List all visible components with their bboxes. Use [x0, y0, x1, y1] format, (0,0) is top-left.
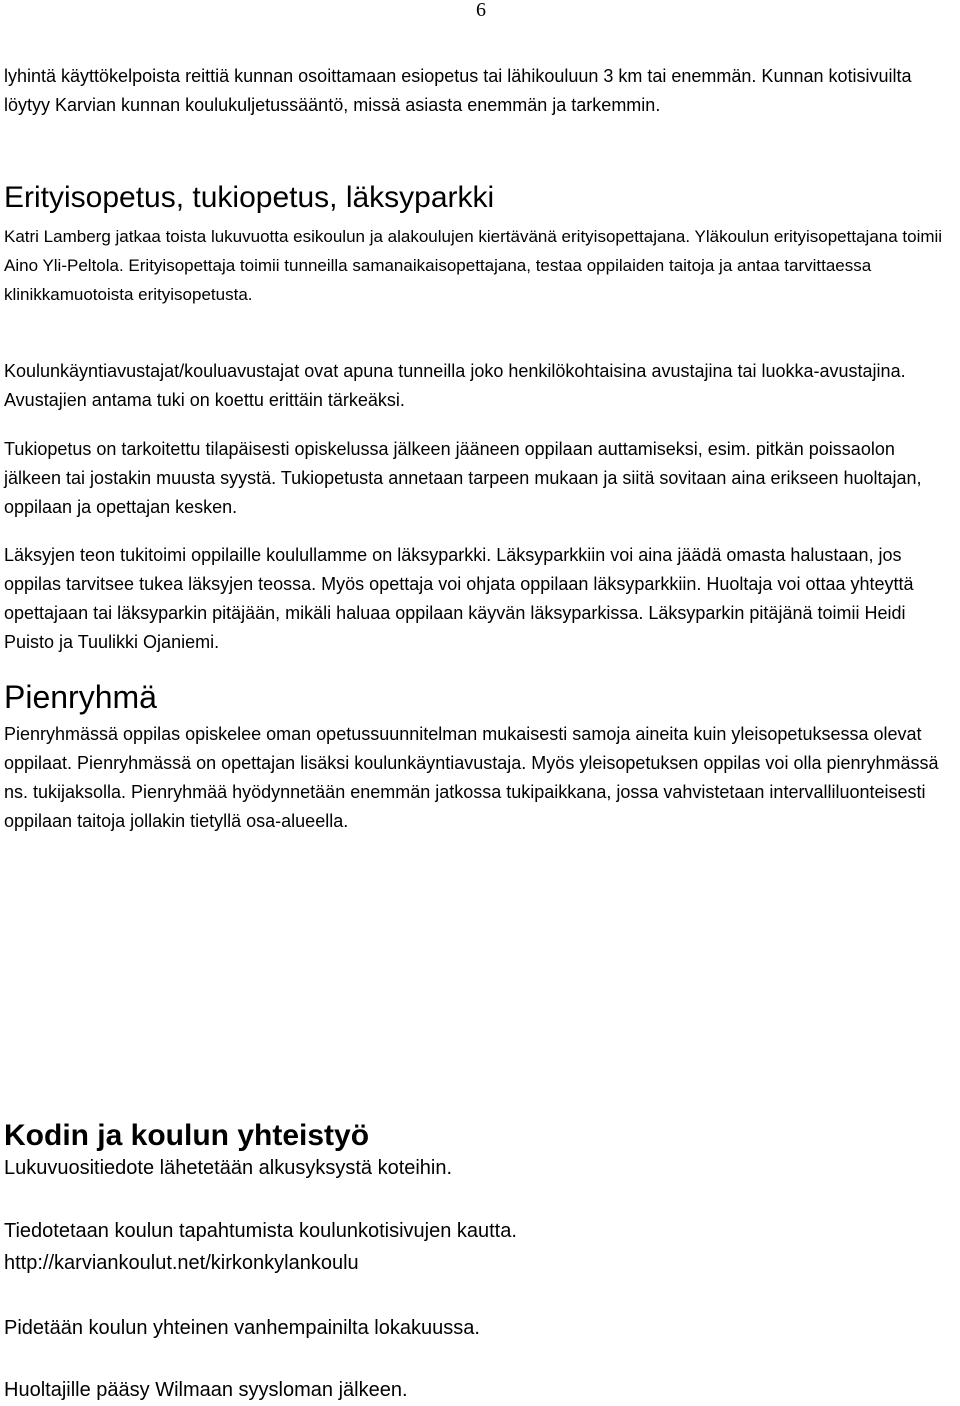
section-heading-erityisopetus: Erityisopetus, tukiopetus, läksyparkki	[4, 181, 495, 214]
section-heading-pienryhma: Pienryhmä	[4, 679, 157, 715]
kodin-paragraph-2: Tiedotetaan koulun tapahtumista koulunkotisivujen kautta.	[4, 1220, 517, 1242]
erityisopetus-paragraph-1: Katri Lamberg jatkaa toista lukuvuotta esikoulun ja alakoulujen kiertävänä erityisopettajana. Yläkoulun erityisopettajana toimii Aino Yli-Peltola. Erityisopettaja toimii tunneilla samanaikaisopettajana, testaa oppilaiden taitoja ja antaa tarvittaessa klinikkamuotoista erityisopetusta.	[4, 227, 943, 304]
page-number: 6	[476, 0, 486, 21]
kodin-paragraph-4: Huoltajille pääsy Wilmaan syysloman jälkeen.	[4, 1379, 408, 1401]
erityisopetus-paragraph-2: Koulunkäyntiavustajat/kouluavustajat ovat apuna tunneilla joko henkilökohtaisina avustajina tai luokka-avustajina. Avustajien antama tuki on koettu erittäin tärkeäksi.	[4, 361, 906, 410]
kodin-paragraph-3: Pidetään koulun yhteinen vanhempainilta lokakuussa.	[4, 1317, 480, 1339]
kodin-paragraph-1: Lukuvuositiedote lähetetään alkusyksystä koteihin.	[4, 1157, 453, 1179]
erityisopetus-paragraph-4: Läksyjen teon tukitoimi oppilaille koulullamme on läksyparkki. Läksyparkkiin voi aina jäädä omasta halustaan, jos oppilas tarvitsee tukea läksyjen teossa. Myös opettaja voi ohjata oppilaan läksyparkkiin. Huoltaja voi ottaa yhteyttä opettajaan tai läksyparkin pitäjään, mikäli haluaa oppilaan käyvän läksyparkissa. Läksyparkin pitäjänä toimii Heidi Puisto ja Tuulikki Ojaniemi.	[4, 545, 914, 652]
section-heading-kodin-ja-koulun-yhteistyo: Kodin ja koulun yhteistyö	[4, 1119, 370, 1152]
school-website-link[interactable]: http://karviankoulut.net/kirkonkylankoulu	[4, 1252, 359, 1274]
erityisopetus-paragraph-3: Tukiopetus on tarkoitettu tilapäisesti opiskelussa jälkeen jääneen oppilaan auttamiseksi, esim. pitkän poissaolon jälkeen tai jostakin muusta syystä. Tukiopetusta annetaan tarpeen mukaan ja siitä sovitaan aina erikseen huoltajan, oppilaan ja opettajan kesken.	[4, 439, 922, 517]
pienryhma-paragraph: Pienryhmässä oppilas opiskelee oman opetussuunnitelman mukaisesti samoja aineita kuin yleisopetuksessa olevat oppilaat. Pienryhmässä on opettajan lisäksi koulunkäyntiavustaja. Myös yleisopetuksen oppilas voi olla pienryhmässä ns. tukijaksolla. Pienryhmää hyödynnetään enemmän jatkossa tukipaikkana, jossa vahvistetaan intervalliluonteisesti oppilaan taitoja jollakin tietyllä osa-alueella.	[4, 724, 939, 831]
intro-paragraph: lyhintä käyttökelpoista reittiä kunnan osoittamaan esiopetus tai lähikouluun 3 km tai enemmän. Kunnan kotisivuilta löytyy Karvian kunnan koulukuljetussääntö, missä asiasta enemmän ja tarkemmin.	[4, 66, 912, 115]
